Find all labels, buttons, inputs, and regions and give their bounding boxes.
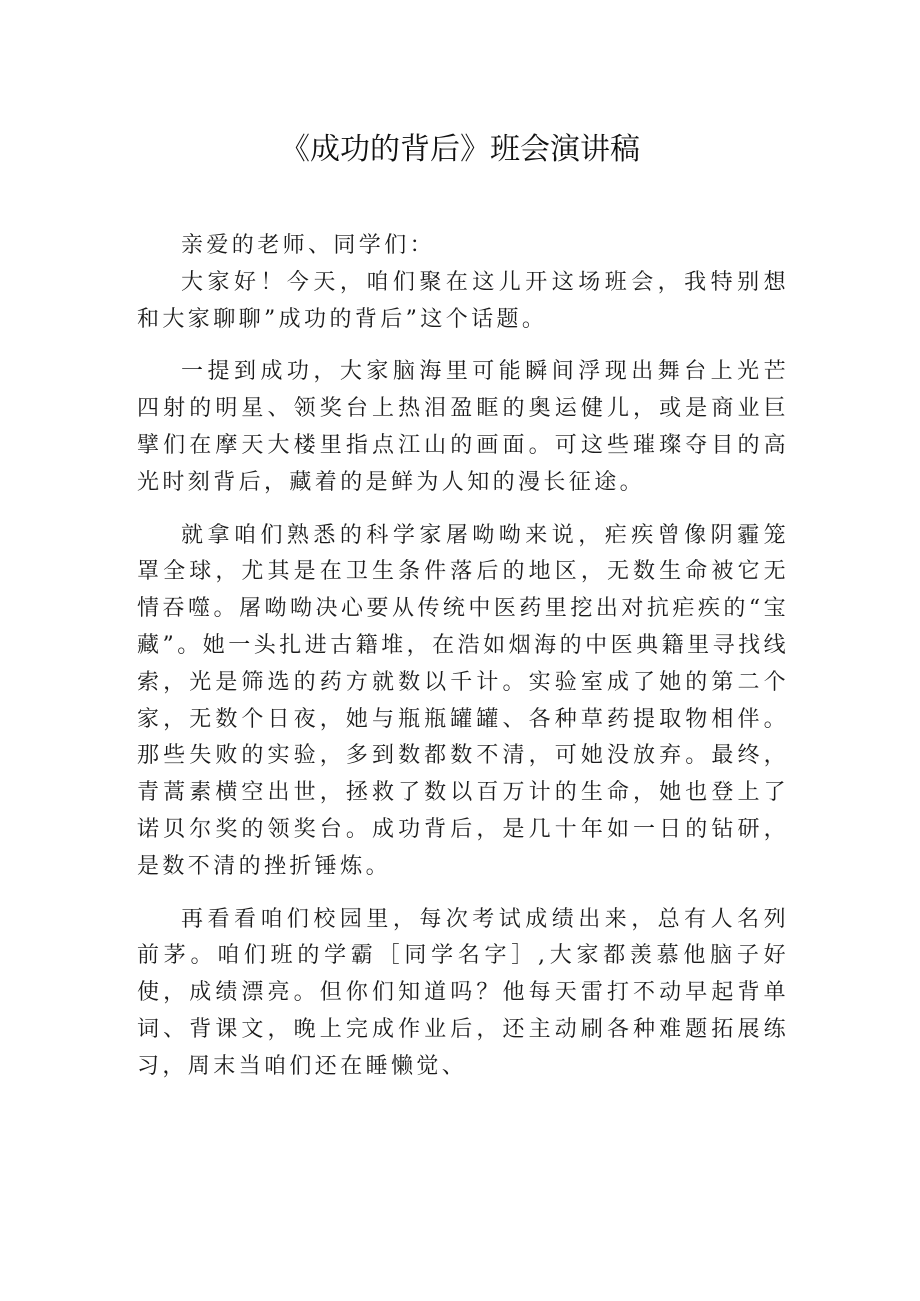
greeting-paragraph: 大家好！今天，咱们聚在这儿开这场班会，我特别想和大家聊聊”成功的背后”这个话题。	[137, 269, 789, 332]
document-body	[137, 228, 789, 1086]
success-intro-paragraph: 一提到成功，大家脑海里可能瞬间浮现出舞台上光芒四射的明星、领奖台上热泪盈眶的奥运健儿，或是商业巨擘们在摩天大楼里指点江山的画面。可这些璀璨夺目的高光时刻背后，藏着的是鲜为人知的漫长征途。	[137, 359, 789, 495]
campus-example-paragraph: 再看看咱们校园里，每次考试成绩出来，总有人名列前茅。咱们班的学霸［同学名字］,大家都羡慕他脑子好使，成绩漂亮。但你们知道吗？他每天雷打不动早起背单词、背课文，晚上完成作业后，还主动刷各种难题拓展练习，周末当咱们还在睡懒觉、	[137, 906, 789, 1079]
document-title: 《成功的背后》班会演讲稿	[280, 132, 640, 167]
salutation-paragraph: 亲爱的老师、同学们：	[181, 233, 436, 258]
tu-youyou-paragraph: 就拿咱们熟悉的科学家屠呦呦来说，疟疾曾像阴霾笼罩全球，尤其是在卫生条件落后的地区，无数生命被它无情吞噬。屠呦呦决心要从传统中医药里挖出对抗疟疾的“宝藏”。她一头扎进古籍堆，在浩如烟海的中医典籍里寻找线索，光是筛选的药方就数以千计。实验室成了她的第二个家，无数个日夜，她与瓶瓶罐罐、各种草药提取物相伴。那些失败的实验，多到数都数不清，可她没放弃。最终，青蒿素横空出世，拯救了数以百万计的生命，她也登上了诺贝尔奖的领奖台。成功背后，是几十年如一日的钻研，是数不清的挫折锤炼。	[137, 522, 789, 879]
